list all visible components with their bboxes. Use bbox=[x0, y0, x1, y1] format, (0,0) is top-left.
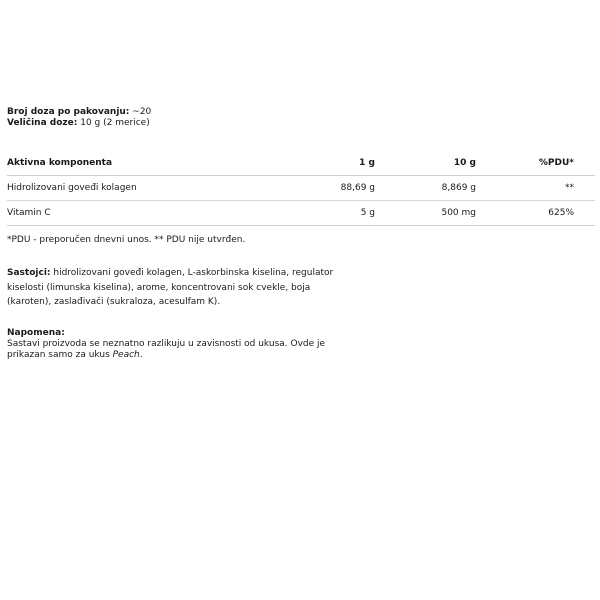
column-header-1g: 1 g bbox=[307, 151, 375, 176]
note-flavor: Peach bbox=[112, 349, 140, 360]
table-cell: Vitamin C bbox=[7, 201, 307, 226]
table-header-row bbox=[7, 151, 595, 176]
table-cell: 88,69 g bbox=[307, 176, 375, 201]
table-cell: 500 mg bbox=[375, 201, 476, 226]
table-cell: 625% bbox=[476, 201, 595, 226]
table-cell: 8,869 g bbox=[375, 176, 476, 201]
note-end: . bbox=[139, 349, 143, 360]
servings-label: Broj doza po pakovanju: bbox=[7, 107, 130, 117]
table-cell: Hidrolizovani goveđi kolagen bbox=[7, 176, 307, 201]
note-label: Napomena: bbox=[7, 327, 65, 338]
servings-value: ~20 bbox=[129, 107, 152, 117]
note bbox=[7, 328, 347, 361]
column-header-pdu: %PDU* bbox=[476, 151, 595, 176]
ingredients bbox=[7, 266, 347, 310]
serving-size-value: 10 g (2 merice) bbox=[77, 118, 150, 128]
table-cell: ** bbox=[476, 176, 595, 201]
table-row bbox=[7, 201, 595, 226]
note-text: Sastavi proizvoda se neznatno razlikuju u zavisnosti od ukusa. Ovde je prikazan samo za ukus bbox=[7, 338, 326, 360]
ingredients-label: Sastojci: bbox=[7, 268, 51, 278]
ingredients-text: hidrolizovani goveđi kolagen, L-askorbinska kiselina, regulator kiselosti (limunska kiselina), arome, koncentrovani sok cvekle, boja (karoten), zaslađivači (sukraloza, acesulfam K). bbox=[7, 268, 334, 307]
table-row bbox=[7, 176, 595, 201]
nutrition-table bbox=[7, 151, 595, 226]
serving-size-label: Veličina doze: bbox=[7, 118, 78, 128]
product-info bbox=[7, 107, 595, 361]
note-body bbox=[7, 339, 347, 361]
column-header-component: Aktivna komponenta bbox=[7, 151, 307, 176]
servings-per-package bbox=[7, 107, 595, 118]
footnote: *PDU - preporučen dnevni unos. ** PDU nije utvrđen. bbox=[7, 235, 246, 245]
column-header-10g: 10 g bbox=[375, 151, 476, 176]
serving-size bbox=[7, 118, 595, 129]
table-cell: 5 g bbox=[307, 201, 375, 226]
